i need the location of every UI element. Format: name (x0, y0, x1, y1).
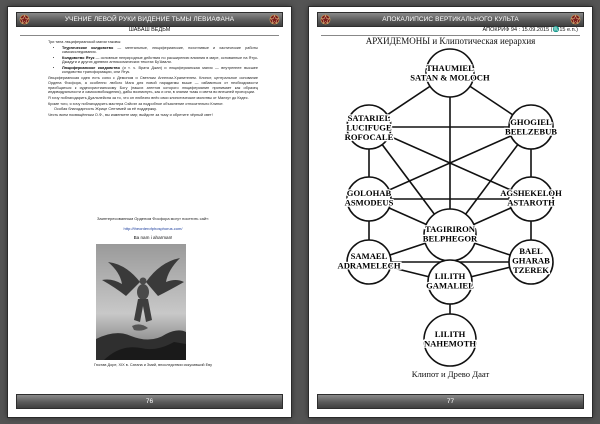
node-label-line: LILITH (434, 271, 466, 281)
node-label-line: ADRAMELECH (337, 260, 401, 271)
pentagram-icon (269, 14, 280, 25)
node-label-6 (423, 224, 478, 244)
engraving-caption: Гюстав Доре, XIX в. Сатана и Змий, впоследствии искусивший Еву (94, 363, 212, 367)
qliphoth-tree-diagram (321, 47, 579, 387)
list-item: • Теургическое колдовство — ментальные, люциферианские, похотливые и хаотические работы самоисследования. (62, 46, 258, 55)
order-website-link[interactable]: http://theorderofphosphorus.com/ (123, 226, 183, 231)
node-label-line: ASTAROTH (507, 197, 555, 208)
section-title: ШАБАШ ВЕДЬМ (128, 27, 171, 33)
node-label-line: TZEREK (513, 265, 549, 275)
node-label-line: GOLOHAB (346, 188, 392, 198)
signoff-text: Ba nam i aharman! (133, 235, 173, 240)
left-header-bar (16, 12, 283, 27)
article-body (48, 40, 258, 119)
right-footer-bar (317, 394, 584, 409)
left-header-title: УЧЕНИЕ ЛЕВОЙ РУКИ ВИДЕНИЕ ТЬМЫ ЛЕВИАФАНА (64, 16, 235, 23)
node-label-2 (345, 113, 394, 142)
node-label-line: ROFOCALE (344, 132, 394, 142)
node-label-line: BAEL (519, 246, 543, 256)
page-number: 76 (145, 398, 154, 405)
paragraph: Кроме того, я хочу поблагодарить мастера Сэйсэл за подробное объяснение относительно Клипот. (48, 101, 224, 106)
paragraph: Честь всем посвящённым О.Ф., вы изменяете мир; выйдите за тьму и обретите чёрный свет! (48, 113, 213, 118)
node-label-line: GAMALIEL (426, 280, 474, 291)
paragraph: Я хочу поблагодарить Дуальнейсна за то, что он любезно внёс свои клипотические молитвы от Малхут до Кэдес. (48, 95, 249, 100)
node-label-line: SAMAEL (350, 251, 388, 261)
dore-satan-engraving (96, 244, 186, 360)
node-label-1 (410, 63, 490, 83)
section-divider (20, 35, 279, 36)
right-header-bar (317, 12, 584, 27)
left-page (8, 7, 291, 417)
diagram-title: АРХИДЕМОНЫ и Клипотическая иерархия (365, 36, 536, 46)
issue-subtitle: АПОКРИФ 94 : 15.09.2015 (♏15 e.n.) (482, 27, 578, 33)
paragraph: Особая благодарность Жрице Септимей за её поддержку. (54, 107, 157, 112)
intro-paragraph: Три типа люциферианской магии таковы: (48, 40, 122, 44)
node-label-line: SATARIEL (347, 113, 391, 123)
list-item: • Колдовство Ятук — основные неприродные действия по расширению влияния в мире, основанные на Ятук-Джадуги и других древних антикосмических текстах Бу'Авали. (62, 56, 258, 65)
pentagram-icon (19, 14, 30, 25)
invite-text: Заинтересованным Орденом Фосфора могут посетить сайт: (96, 216, 210, 221)
node-label-line: LUCIFUGE (346, 122, 392, 133)
list-item: • Люциферианское колдовство (и т. ч. Врата Джан) и люциферианская магия — внутреннее высшее колдовство трансформации, или Ятук. (62, 66, 258, 75)
node-label-line: ASMODEUS (344, 197, 394, 208)
left-footer-bar (16, 394, 283, 409)
node-label-line: BELPHEGOR (422, 233, 478, 244)
node-label-line: BEELZEBUB (504, 126, 558, 137)
diagram-caption: Клипот и Древо Даат (411, 369, 490, 379)
node-label-line: GHOGIEL (510, 117, 552, 127)
right-header-title: АПОКАЛИПСИС ВЕРТИКАЛЬНОГО КУЛЬТА (382, 16, 519, 23)
node-label-line: THAUMIEL (426, 63, 474, 73)
page-number: 77 (446, 398, 455, 405)
node-label-4 (345, 188, 394, 208)
node-label-line: TAGIRIRON (425, 224, 475, 234)
magic-types-list (48, 46, 258, 75)
paragraph: Люциферианская идея есть союз с Демоном и Светлым Ангелом-Хранителем. Клипот, центральное основание Ордена Фосфора, а особенно любого Мага для новой парадигмы выше — избавиться от необходимости приобщаться к иудеохристианскому Богу (наших агентов которого люциферианин принимает как образец индивидуальности и самоосвобождения), дабы возникнуть, как и они, в знании тьмы и света во внешней пропорции. (48, 76, 258, 95)
right-page (309, 7, 592, 417)
pentagram-icon (570, 14, 581, 25)
node-label-line: NAHEMOTH (423, 338, 477, 349)
node-label-line: LILITH (434, 329, 466, 339)
node-label-5 (500, 188, 562, 208)
node-label-line: SATAN & MOLOCH (410, 72, 490, 83)
node-label-3 (505, 117, 557, 137)
node-label-line: GHARAB (512, 255, 550, 266)
node-label-line: AGSHEKELOH (500, 188, 562, 198)
pentagram-icon (320, 14, 331, 25)
